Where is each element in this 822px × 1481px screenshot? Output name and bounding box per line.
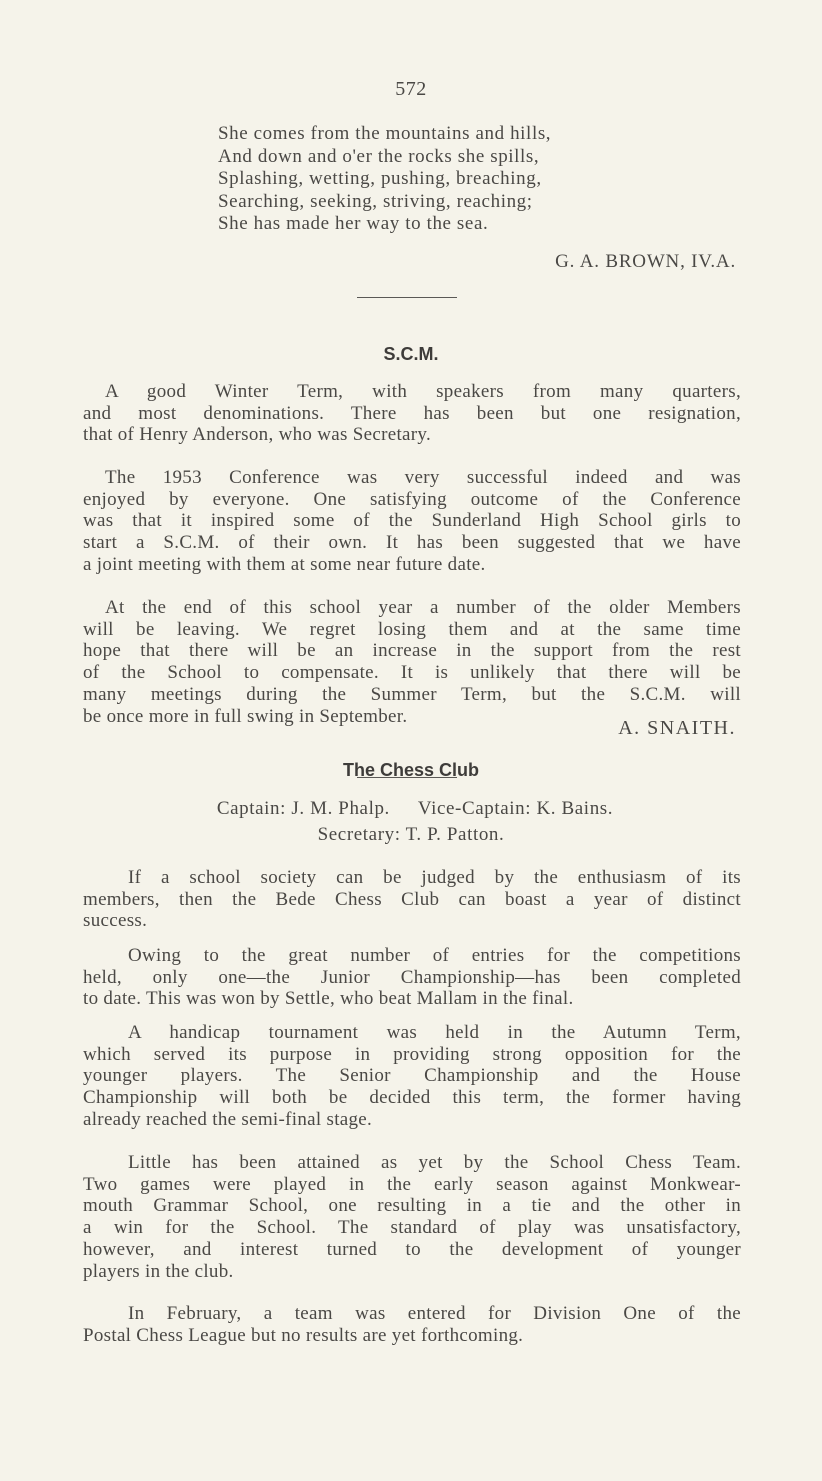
text-line: players in the club.: [83, 1260, 234, 1282]
scm-heading: S.C.M.: [383, 344, 439, 364]
text-line: held, only one—the Junior Championship—has been completed: [83, 966, 741, 988]
text-line: success.: [83, 910, 148, 932]
scm-paragraph-1: [83, 381, 741, 446]
chess-paragraph-1: [83, 867, 741, 932]
text-line: The 1953 Conference was very successful indeed and was: [105, 467, 741, 488]
text-line: At the end of this school year a number of the older Members: [105, 597, 741, 618]
text-line: Little has been attained as yet by the School Chess Team.: [128, 1152, 741, 1173]
text-line: start a S.C.M. of their own. It has been suggested that we have: [83, 532, 741, 554]
chess-heading: The Chess Club: [342, 760, 480, 780]
chess-paragraph-4: [83, 1152, 741, 1282]
text-line: many meetings during the Summer Term, but the S.C.M. will: [83, 683, 741, 705]
text-line: will be leaving. We regret losing them and at the same time: [83, 618, 741, 640]
text-line: a joint meeting with them at some near future date.: [83, 553, 486, 575]
text-line: that of Henry Anderson, who was Secretary.: [83, 424, 431, 446]
chess-paragraph-2: [83, 945, 741, 1010]
text-line: Postal Chess League but no results are yet forthcoming.: [83, 1324, 524, 1346]
text-line: If a school society can be judged by the enthusiasm of its: [128, 867, 741, 888]
text-line: members, then the Bede Chess Club can boast a year of distinct: [83, 888, 741, 910]
text-line: younger players. The Senior Championship and the House: [83, 1065, 741, 1087]
text-line: hope that there will be an increase in the support from the rest: [83, 640, 741, 662]
text-line: was that it inspired some of the Sunderland High School girls to: [83, 510, 741, 532]
scm-signature: A. SNAITH.: [618, 717, 736, 739]
text-line: already reached the semi-final stage.: [83, 1108, 373, 1130]
chess-captain: Captain: J. M. Phalp.: [216, 798, 390, 819]
text-line: In February, a team was entered for Division One of the: [128, 1303, 741, 1324]
chess-paragraph-3: [83, 1022, 741, 1131]
text-line: Two games were played in the early season against Monkwear-: [83, 1173, 741, 1195]
chess-paragraph-5: [83, 1303, 741, 1346]
poem-line: Searching, seeking, striving, reaching;: [218, 190, 533, 212]
text-line: enjoyed by everyone. One satisfying outcome of the Conference: [83, 488, 741, 510]
text-line: and most denominations. There has been but one resignation,: [83, 402, 741, 424]
poem: [218, 123, 778, 236]
text-line: a win for the School. The standard of play was unsatisfactory,: [83, 1217, 741, 1239]
poem-line: She has made her way to the sea.: [218, 213, 489, 234]
text-line: mouth Grammar School, one resulting in a tie and the other in: [83, 1195, 741, 1217]
page-number: 572: [395, 78, 427, 100]
text-line: which served its purpose in providing strong opposition for the: [83, 1043, 741, 1065]
text-line: Championship will both be decided this term, the former having: [83, 1087, 741, 1109]
text-line: however, and interest turned to the development of younger: [83, 1238, 741, 1260]
text-line: of the School to compensate. It is unlikely that there will be: [83, 662, 741, 684]
poem-line: And down and o'er the rocks she spills,: [218, 145, 540, 167]
text-line: Owing to the great number of entries for the competitions: [128, 945, 741, 966]
text-line: be once more in full swing in September.: [83, 705, 408, 727]
scm-paragraph-2: [83, 467, 741, 576]
poem-signature: G. A. BROWN, IV.A.: [555, 251, 736, 272]
chess-officers-line-2: [0, 821, 822, 848]
section-divider: [357, 297, 457, 298]
scm-paragraph-3: [83, 597, 741, 727]
poem-line: Splashing, wetting, pushing, breaching,: [218, 168, 542, 189]
chess-officers-line-1: [4, 795, 822, 822]
chess-vice-captain: Vice-Captain: K. Bains.: [417, 798, 614, 819]
text-line: A handicap tournament was held in the Autumn Term,: [128, 1022, 741, 1043]
chess-secretary: Secretary: T. P. Patton.: [317, 824, 505, 845]
text-line: to date. This was won by Settle, who beat Mallam in the final.: [83, 988, 574, 1010]
poem-line: She comes from the mountains and hills,: [218, 123, 552, 144]
text-line: A good Winter Term, with speakers from many quarters,: [105, 381, 741, 402]
